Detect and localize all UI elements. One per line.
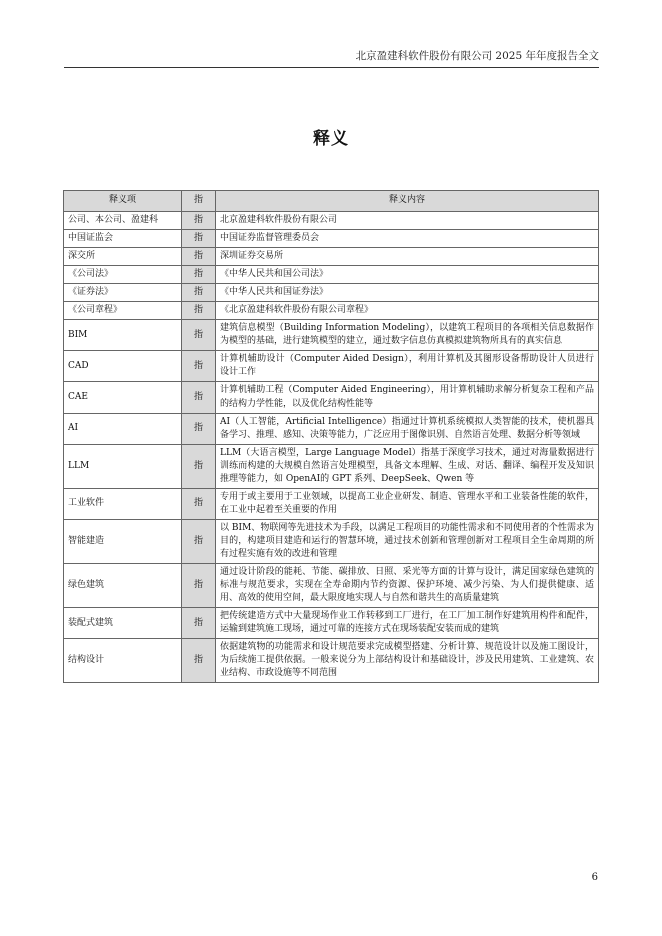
row-desc: 专用于或主要用于工业领域，以提高工业企业研发、制造、管理水平和工业装备性能的软件，在工业中起着至关重要的作用 [216,488,599,519]
table-row [64,639,599,683]
table-row [64,302,599,320]
row-zhi: 指 [182,230,216,248]
table-row [64,608,599,639]
row-term: AI [64,413,182,444]
table-row [64,382,599,413]
row-zhi: 指 [182,488,216,519]
row-term: 工业软件 [64,488,182,519]
row-desc: 《中华人民共和国证券法》 [216,284,599,302]
table-row [64,248,599,266]
row-desc: LLM（大语言模型，Large Language Model）指基于深度学习技术，通过对海量数据进行训练而构建的大规模自然语言处理模型，具备文本理解、生成、对话、翻译、编程开发及知识推理等能力，如 OpenAI的 GPT 系列、DeepSeek、Qwen 等 [216,444,599,488]
row-zhi: 指 [182,639,216,683]
row-desc: 《北京盈建科软件股份有限公司章程》 [216,302,599,320]
row-zhi: 指 [182,284,216,302]
row-term: 深交所 [64,248,182,266]
table-row [64,444,599,488]
row-desc: 以 BIM、物联网等先进技术为手段，以满足工程项目的功能性需求和不同使用者的个性需求为目的，构建项目建造和运行的智慧环境，通过技术创新和管理创新对工程项目全生命周期的所有过程实施有效的改进和管理 [216,519,599,563]
row-desc: 通过设计阶段的能耗、节能、碳排放、日照、采光等方面的计算与设计，满足国家绿色建筑的标准与规范要求，实现在全寿命期内节约资源、保护环境、减少污染、为人们提供健康、适用、高效的使用空间，最大限度地实现人与自然和谐共生的高质量建筑 [216,564,599,608]
row-desc: 中国证券监督管理委员会 [216,230,599,248]
table-row [64,351,599,382]
row-term: 装配式建筑 [64,608,182,639]
row-zhi: 指 [182,212,216,230]
table-row [64,519,599,563]
row-zhi: 指 [182,351,216,382]
row-term: 公司、本公司、盈建科 [64,212,182,230]
row-desc: 《中华人民共和国公司法》 [216,266,599,284]
row-desc: 计算机辅助设计（Computer Aided Design），利用计算机及其图形设备帮助设计人员进行设计工作 [216,351,599,382]
header-zhi: 指 [182,191,216,212]
row-term: CAE [64,382,182,413]
row-term: 智能建造 [64,519,182,563]
row-desc: 建筑信息模型（Building Information Modeling），以建筑工程项目的各项相关信息数据作为模型的基础，进行建筑模型的建立，通过数字信息仿真模拟建筑物所具有的真实信息 [216,320,599,351]
row-zhi: 指 [182,382,216,413]
row-zhi: 指 [182,608,216,639]
row-zhi: 指 [182,413,216,444]
table-row [64,320,599,351]
row-term: 绿色建筑 [64,564,182,608]
row-desc: 深圳证券交易所 [216,248,599,266]
row-desc: 北京盈建科软件股份有限公司 [216,212,599,230]
page-number: 6 [591,872,598,883]
page-header: 北京盈建科软件股份有限公司 2025 年年度报告全文 [64,48,599,68]
table-row [64,212,599,230]
row-term: CAD [64,351,182,382]
row-zhi: 指 [182,302,216,320]
table-row [64,230,599,248]
row-term: LLM [64,444,182,488]
row-term: BIM [64,320,182,351]
row-zhi: 指 [182,444,216,488]
row-desc: AI（人工智能，Artificial Intelligence）指通过计算机系统模拟人类智能的技术，使机器具备学习、推理、感知、决策等能力，广泛应用于图像识别、自然语言处理、数据分析等领域 [216,413,599,444]
header-desc: 释义内容 [216,191,599,212]
row-term: 中国证监会 [64,230,182,248]
row-zhi: 指 [182,564,216,608]
row-desc: 把传统建造方式中大量现场作业工作转移到工厂进行，在工厂加工制作好建筑用构件和配件，运输到建筑施工现场，通过可靠的连接方式在现场装配安装而成的建筑 [216,608,599,639]
row-term: 《公司法》 [64,266,182,284]
row-term: 结构设计 [64,639,182,683]
table-row [64,413,599,444]
row-zhi: 指 [182,248,216,266]
row-desc: 依据建筑物的功能需求和设计规范要求完成模型搭建、分析计算、规范设计以及施工图设计，为后续施工提供依据。一般来说分为上部结构设计和基础设计，涉及民用建筑、工业建筑、农业结构、市政设施等不同范围 [216,639,599,683]
row-desc: 计算机辅助工程（Computer Aided Engineering），用计算机辅助求解分析复杂工程和产品的结构力学性能，以及优化结构性能等 [216,382,599,413]
table-row [64,488,599,519]
page-title: 释义 [313,129,349,149]
table-row [64,564,599,608]
table-row [64,284,599,302]
row-zhi: 指 [182,320,216,351]
row-zhi: 指 [182,266,216,284]
row-zhi: 指 [182,519,216,563]
header-term: 释义项 [64,191,182,212]
table-header-row [64,191,599,212]
table-row [64,266,599,284]
row-term: 《证券法》 [64,284,182,302]
row-term: 《公司章程》 [64,302,182,320]
definitions-table [63,190,599,683]
